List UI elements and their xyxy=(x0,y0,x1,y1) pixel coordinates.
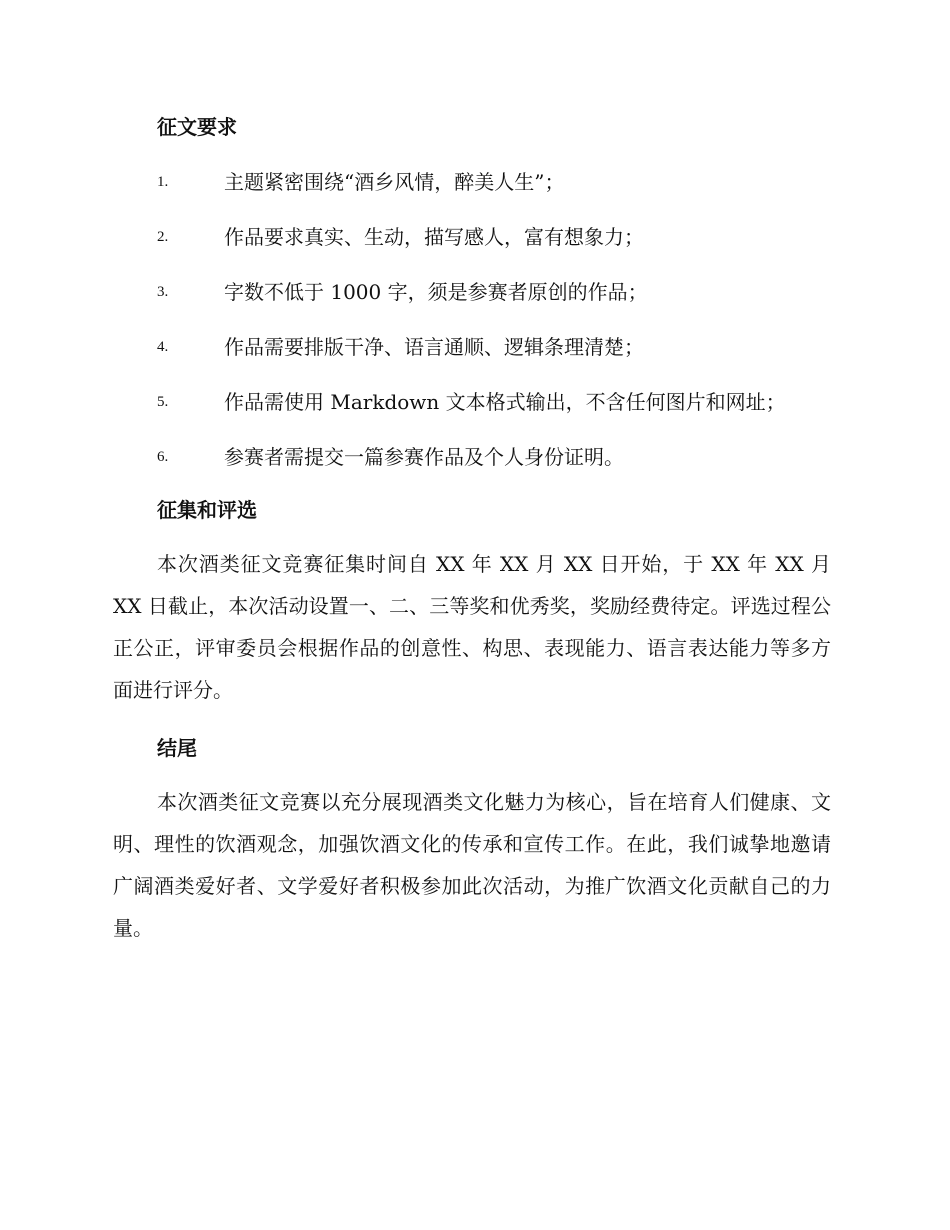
list-item xyxy=(0,332,950,362)
list-text: 字数不低于 1000 字，须是参赛者原创的作品； xyxy=(224,280,648,304)
list-text: 作品需要排版干净、语言通顺、逻辑条理清楚； xyxy=(224,335,644,359)
list-item xyxy=(0,277,950,307)
list-item xyxy=(0,442,950,472)
section-heading-collection: 征集和评选 xyxy=(157,498,257,522)
list-item xyxy=(0,222,950,252)
section-heading-requirements: 征文要求 xyxy=(157,115,237,139)
list-number: 3. xyxy=(157,284,169,300)
list-number: 6. xyxy=(157,449,169,465)
collection-paragraph: 本次酒类征文竞赛征集时间自 XX 年 XX 月 XX 日开始，于 XX 年 XX 月 XX 日截止，本次活动设置一、二、三等奖和优秀奖，奖励经费待定。评选过程公正公正，评审委员会根据作品的创意性、构思、表现能力、语言表达能力等多方面进行评分。 xyxy=(113,552,831,702)
list-item xyxy=(0,387,950,417)
list-number: 5. xyxy=(157,394,169,410)
list-text: 主题紧密围绕“酒乡风情，醉美人生”； xyxy=(224,170,565,194)
list-text: 作品要求真实、生动，描写感人，富有想象力； xyxy=(224,225,644,249)
list-item xyxy=(0,167,950,197)
section-heading-conclusion: 结尾 xyxy=(157,736,197,760)
list-number: 2. xyxy=(157,229,169,245)
conclusion-paragraph: 本次酒类征文竞赛以充分展现酒类文化魅力为核心，旨在培育人们健康、文明、理性的饮酒观念，加强饮酒文化的传承和宣传工作。在此，我们诚挚地邀请广阔酒类爱好者、文学爱好者积极参加此次活动，为推广饮酒文化贡献自己的力量。 xyxy=(113,790,831,940)
list-text: 作品需使用 Markdown 文本格式输出，不含任何图片和网址； xyxy=(224,390,786,414)
list-number: 4. xyxy=(157,339,169,355)
list-text: 参赛者需提交一篇参赛作品及个人身份证明。 xyxy=(224,445,624,469)
list-number: 1. xyxy=(157,174,169,190)
